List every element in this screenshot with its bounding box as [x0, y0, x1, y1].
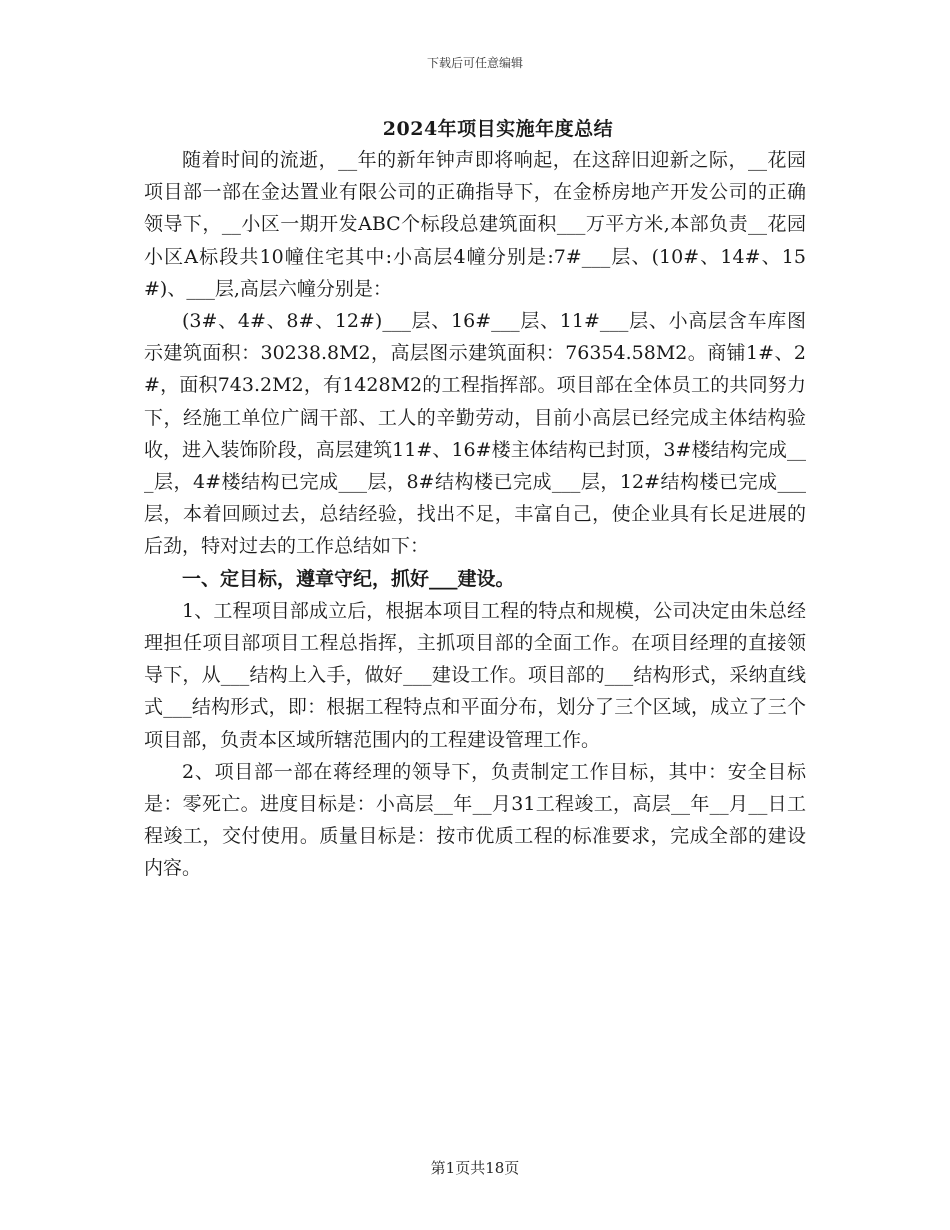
intro-paragraph-2: (3#、4#、8#、12#)___层、16#___层、11#___层、小高层含车库图示建筑面积：30238.8M2，高层图示建筑面积：76354.58M2。商铺1#、2#，面积743.2M2，有1428M2的工程指挥部。项目部在全体员工的共同努力下，经施工单位广阔干部、工人的辛勤劳动，目前小高层已经完成主体结构验收，进入装饰阶段，高层建筑11#、16#楼主体结构已封顶，3#楼结构完成___层，4#楼结构已完成___层，8#结构楼已完成___层，12#结构楼已完成___层，本着回顾过去，总结经验，找出不足，丰富自己，使企业具有长足进展的后劲，特对过去的工作总结如下： [144, 310, 806, 558]
header-note: 下载后可任意编辑 [426, 56, 523, 70]
page-footer: 第1页共18页 [430, 1159, 520, 1177]
document-title: 2024年项目实施年度总结 [382, 118, 614, 140]
section-paragraph-2: 2、项目部一部在蒋经理的领导下，负责制定工作目标，其中：安全目标是：零死亡。进度目标是：小高层__年__月31工程竣工，高层__年__月__日工程竣工，交付使用。质量目标是：按市优质工程的标准要求，完成全部的建设内容。 [144, 760, 806, 880]
intro-paragraph-1: 随着时间的流逝，__年的新年钟声即将响起，在这辞旧迎新之际，__花园项目部一部在金达置业有限公司的正确指导下，在金桥房地产开发公司的正确领导下，__小区一期开发ABC个标段总建筑面积___万平方米,本部负责__花园小区A标段共10幢住宅其中:小高层4幢分别是:7#___层、(10#、14#、15#)、___层,高层六幢分别是： [144, 149, 806, 300]
section-paragraph-1: 1、工程项目部成立后，根据本项目工程的特点和规模，公司决定由朱总经理担任项目部项目工程总指挥，主抓项目部的全面工作。在项目经理的直接领导下，从___结构上入手，做好___建设工作。项目部的___结构形式，采纳直线式___结构形式，即：根据工程特点和平面分布，划分了三个区域，成立了三个项目部，负责本区域所辖范围内的工程建设管理工作。 [144, 599, 806, 751]
section-heading: 一、定目标，遵章守纪，抓好___建设。 [182, 567, 515, 590]
document-body [144, 144, 806, 885]
